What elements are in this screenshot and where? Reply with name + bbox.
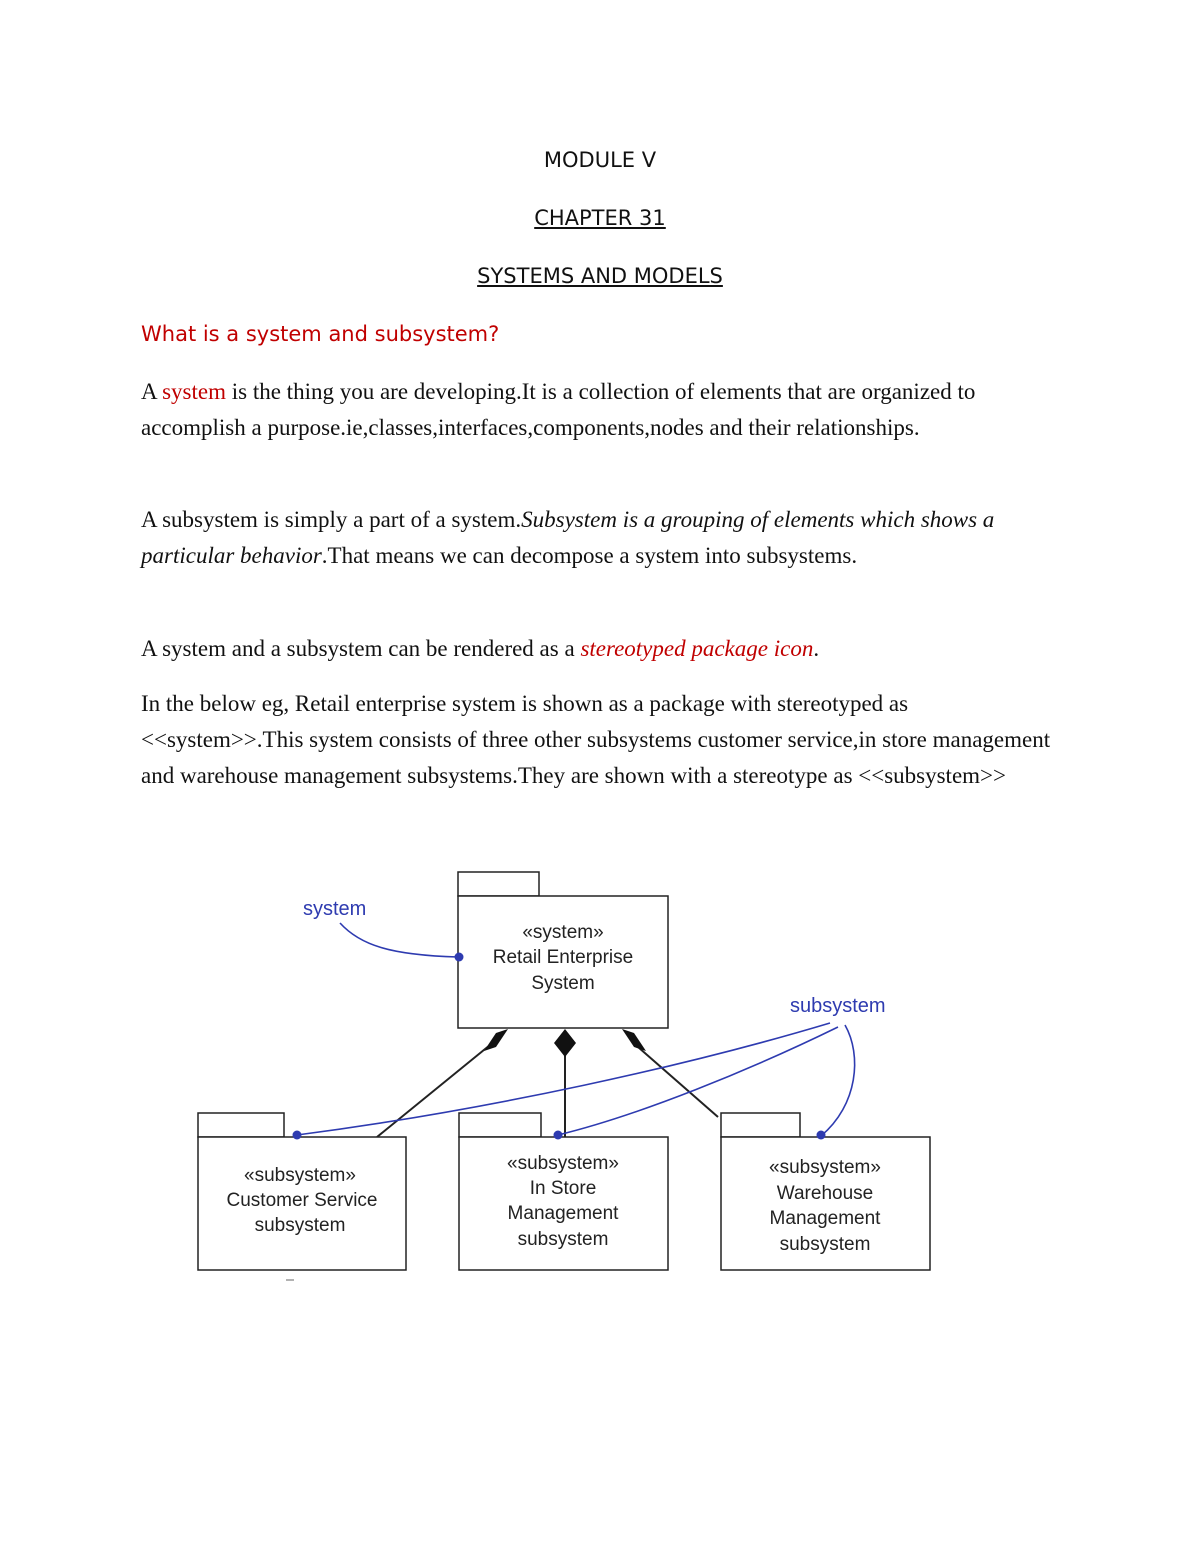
p2-rest: .That means we can decompose a system into subsystems. [321,543,858,568]
diamond-left [484,1029,508,1051]
diamond-right [622,1029,646,1051]
system-name-line2: System [531,973,595,994]
system-note-label: system [303,898,367,920]
sub3-line1: Warehouse [776,1183,874,1204]
sub3-line3: subsystem [779,1234,871,1255]
subsystem-note-label: subsystem [790,995,886,1017]
chapter-title: SYSTEMS AND MODELS [477,264,723,288]
sub2-tab [459,1113,541,1137]
paragraph-subsystem-definition [141,502,1071,574]
paragraph-rendering [141,631,1071,667]
system-anchor-dot [455,953,464,962]
system-name-line1: Retail Enterprise [492,947,634,968]
system-package [458,872,668,1028]
sub3-stereotype: «subsystem» [769,1157,881,1178]
sub1-tab [198,1113,284,1137]
package-diagram [190,865,940,1295]
sub1-line1: Customer Service [226,1190,378,1211]
p3-lead: A system and a subsystem can be rendered as a [141,636,581,661]
subsystem-package-instore [459,1113,668,1270]
composition-lines [377,1045,718,1137]
p1-a: A [141,379,163,404]
module-heading: MODULE V [543,148,657,172]
sub3-line2: Management [769,1208,881,1229]
system-term: system [162,379,226,404]
subsystem-package-customer [198,1113,406,1270]
chapter-heading: CHAPTER 31 [534,206,666,230]
p2-lead: A subsystem is simply a part of a system. [141,507,522,532]
system-note-connector [340,923,458,957]
p2-italic: Subsystem is a grouping of elements which shows a particular behavior [141,507,995,568]
system-package-tab [458,872,539,896]
sub1-stereotype: «subsystem» [244,1165,356,1186]
section-question: What is a system and subsystem? [141,322,500,346]
paragraph-system-definition [141,374,1071,446]
sub2-stereotype: «subsystem» [507,1153,619,1174]
warehouse-anchor-dot [817,1131,826,1140]
system-stereotype: «system» [522,922,604,943]
sub1-line2: subsystem [254,1215,346,1236]
composition-diamonds [484,1029,646,1057]
paragraph-example: In the below eg, Retail enterprise system is shown as a package with stereotyped as <<system>>.This system consists of three other subsystems customer service,in store management and warehouse management subsystems.They are shown with a stereotype as <<subsystem>> [141,691,1051,788]
sub2-line1: In Store [529,1178,597,1199]
subsystem-connector-warehouse [821,1025,855,1136]
instore-anchor-dot [554,1131,563,1140]
stereotyped-package-term: stereotyped package icon [580,636,814,661]
sub2-line2: Management [507,1203,619,1224]
sub3-tab [721,1113,800,1137]
customer-anchor-dot [293,1131,302,1140]
p1-rest: is the thing you are developing.It is a collection of elements that are organized to accomplish a purpose.ie,classes,interfaces,components,nodes and their relationships. [141,379,976,440]
diamond-center [554,1029,576,1057]
sub2-line3: subsystem [517,1229,609,1250]
p3-end: . [813,636,820,661]
subsystem-package-warehouse [721,1113,930,1270]
